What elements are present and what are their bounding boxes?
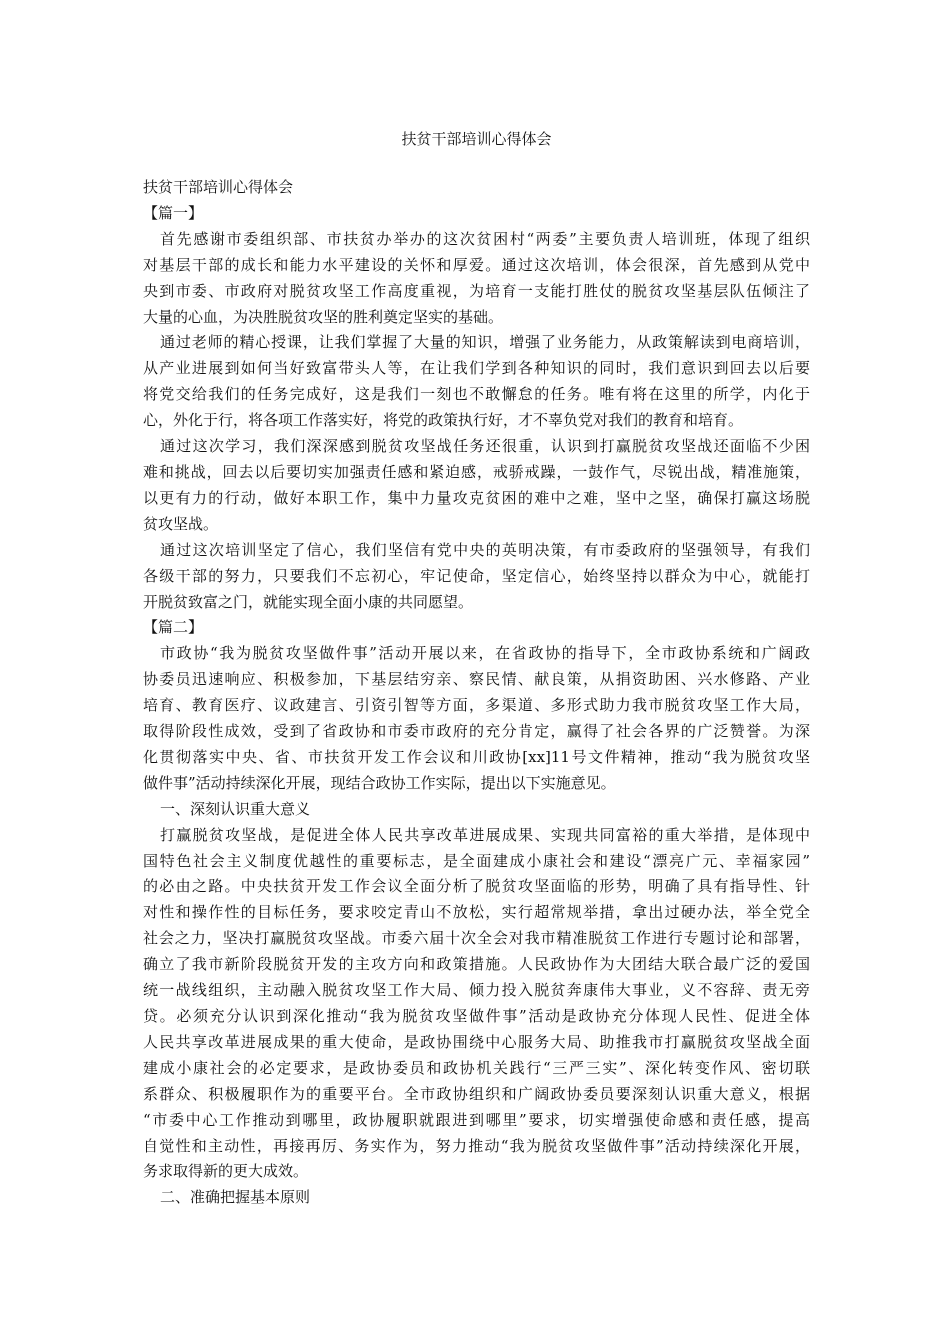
text-line: 的必由之路。中央扶贫开发工作会议全面分析了脱贫攻坚面临的形势，明确了具有指导性、针 — [143, 877, 810, 896]
text-line: 统一战线组织，主动融入脱贫攻坚工作大局、倾力投入脱贫奔康伟大事业，义不容辞、责无旁 — [143, 981, 810, 1000]
text-line: 确立了我市新阶段脱贫开发的主攻方向和政策措施。人民政协作为大团结大联合最广泛的爱国 — [143, 955, 810, 974]
text-line: 首先感谢市委组织部、市扶贫办举办的这次贫困村“两委”主要负责人培训班，体现了组织 — [160, 229, 810, 248]
text-line: 大量的心血，为决胜脱贫攻坚的胜利奠定坚实的基础。 — [143, 307, 504, 326]
text-line: 建成小康社会的必定要求，是政协委员和政协机关践行“三严三实”、深化转变作风、密切联 — [143, 1058, 810, 1077]
text-line: 央到市委、市政府对脱贫攻坚工作高度重视，为培育一支能打胜仗的脱贫攻坚基层队伍倾注了 — [143, 281, 810, 300]
text-line: 通过老师的精心授课，让我们掌握了大量的知识，增强了业务能力，从政策解读到电商培训， — [160, 333, 810, 352]
text-line: “市委中心工作推动到哪里，政协履职就跟进到哪里”要求，切实增强使命感和责任感，提高 — [143, 1110, 810, 1129]
text-line: 难和挑战，回去以后要切实加强责任感和紧迫感，戒骄戒躁，一鼓作气，尽锐出战，精准施策， — [143, 462, 810, 481]
text-line: 贷。必须充分认识到深化推动“我为脱贫攻坚做件事”活动是政协充分体现人民性、促进全体 — [143, 1007, 810, 1025]
text-line: 以更有力的行动，做好本职工作，集中力量攻克贫困的难中之难，坚中之坚，确保打赢这场脱 — [143, 488, 810, 507]
document-title: 扶贫干部培训心得体会 — [401, 130, 552, 148]
text-line: 化贯彻落实中央、省、市扶贫开发工作会议和川政协[xx]11号文件精神，推动“我为脱贫攻坚 — [143, 747, 810, 766]
text-line: 培育、教育医疗、议政建言、引资引智等方面，多渠道、多形式助力我市脱贫攻坚工作大局， — [143, 696, 810, 715]
text-line: 打赢脱贫攻坚战，是促进全体人民共享改革进展成果、实现共同富裕的重大举措，是体现中 — [160, 825, 810, 844]
text-line: 【篇一】 — [143, 203, 204, 222]
text-line: 开脱贫致富之门，就能实现全面小康的共同愿望。 — [143, 592, 474, 611]
text-line: 贫攻坚战。 — [143, 514, 219, 533]
text-line: 对基层干部的成长和能力水平建设的关怀和厚爱。通过这次培训，体会很深，首先感到从党中 — [143, 255, 810, 274]
text-line: 人民共享改革进展成果的重大使命，是政协围绕中心服务大局、助推我市打赢脱贫攻坚战全面 — [143, 1032, 810, 1051]
text-line: 务求取得新的更大成效。 — [143, 1162, 309, 1181]
text-line: 通过这次学习，我们深深感到脱贫攻坚战任务还很重，认识到打赢脱贫攻坚战还面临不少困 — [160, 437, 810, 456]
text-line: 取得阶段性成效，受到了省政协和市委市政府的充分肯定，赢得了社会各界的广泛赞誉。为深 — [143, 722, 810, 741]
text-line: 【篇二】 — [143, 618, 204, 637]
text-line: 一、深刻认识重大意义 — [160, 799, 311, 818]
text-line: 协委员迅速响应、积极参加，下基层结穷亲、察民情、献良策，从捐资助困、兴水修路、产业 — [143, 670, 810, 689]
text-line: 社会之力，坚决打赢脱贫攻坚战。市委六届十次全会对我市精准脱贫工作进行专题讨论和部署， — [143, 929, 810, 948]
text-line: 二、准确把握基本原则 — [160, 1188, 311, 1207]
text-line: 国特色社会主义制度优越性的重要标志，是全面建成小康社会和建设“漂亮广元、幸福家园” — [143, 851, 810, 870]
text-line: 对性和操作性的目标任务，要求咬定青山不放松，实行超常规举措，拿出过硬办法，举全党全 — [143, 903, 810, 922]
text-line: 从产业进展到如何当好致富带头人等，在让我们学到各种知识的同时，我们意识到回去以后要 — [143, 359, 810, 378]
text-line: 系群众、积极履职作为的重要平台。全市政协组织和广阔政协委员要深刻认识重大意义，根据 — [143, 1084, 810, 1103]
text-line: 心，外化于行，将各项工作落实好，将党的政策执行好，才不辜负党对我们的教育和培育。 — [143, 411, 744, 430]
text-line: 通过这次培训坚定了信心，我们坚信有党中央的英明决策，有市委政府的坚强领导，有我们 — [160, 540, 810, 559]
text-line: 市政协“我为脱贫攻坚做件事”活动开展以来，在省政协的指导下，全市政协系统和广阔政 — [160, 644, 810, 663]
text-line: 将党交给我们的任务完成好，这是我们一刻也不敢懈怠的任务。唯有将在这里的所学，内化于 — [143, 385, 810, 404]
document-body — [143, 175, 810, 1211]
text-line: 自觉性和主动性，再接再厉、务实作为，努力推动“我为脱贫攻坚做件事”活动持续深化开展， — [143, 1136, 810, 1155]
text-line: 扶贫干部培训心得体会 — [143, 178, 294, 196]
text-line: 各级干部的努力，只要我们不忘初心，牢记使命，坚定信心，始终坚持以群众为中心，就能打 — [143, 566, 810, 585]
text-line: 做件事”活动持续深化开展，现结合政协工作实际，提出以下实施意见。 — [143, 773, 616, 792]
